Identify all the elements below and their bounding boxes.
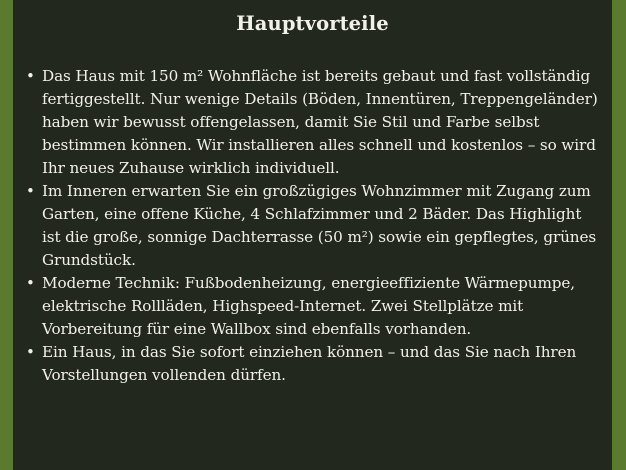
list-item (13, 341, 612, 387)
list-item-text: Moderne Technik: Fußbodenheizung, energieeffiziente Wärmepumpe, elektrische Rollläden, Highspeed-Internet. Zwei Stellplätze mit Vorbereitung für eine Wallbox sind ebenfalls vorhanden. (42, 274, 576, 338)
features-panel (13, 0, 612, 470)
bullet-icon: • (26, 67, 35, 85)
list-item-text: Ein Haus, in das Sie sofort einziehen können – und das Sie nach Ihren Vorstellungen vollenden dürfen. (42, 343, 577, 384)
list-item (13, 272, 612, 341)
list-item (13, 180, 612, 272)
bullet-icon: • (26, 274, 35, 292)
section-title: Hauptvorteile (236, 12, 389, 35)
list-item-text: Das Haus mit 150 m² Wohnfläche ist bereits gebaut und fast vollständig fertiggestellt. Nur wenige Details (Böden, Innentüren, Treppengeländer) haben wir bewusst offengelassen, damit Sie Stil und Farbe selbst bestimmen können. Wir installieren alles schnell und kostenlos – so wird Ihr neues Zuhause wirklich individuell. (42, 67, 598, 177)
bullet-icon: • (26, 182, 35, 200)
list-item-text: Im Inneren erwarten Sie ein großzügiges Wohnzimmer mit Zugang zum Garten, eine offene Küche, 4 Schlafzimmer und 2 Bäder. Das Highlight ist die große, sonnige Dachterrasse (50 m²) sowie ein gepflegtes, grünes Grundstück. (42, 182, 597, 269)
feature-list (13, 65, 612, 387)
bullet-icon: • (26, 343, 35, 361)
list-item (13, 65, 612, 180)
